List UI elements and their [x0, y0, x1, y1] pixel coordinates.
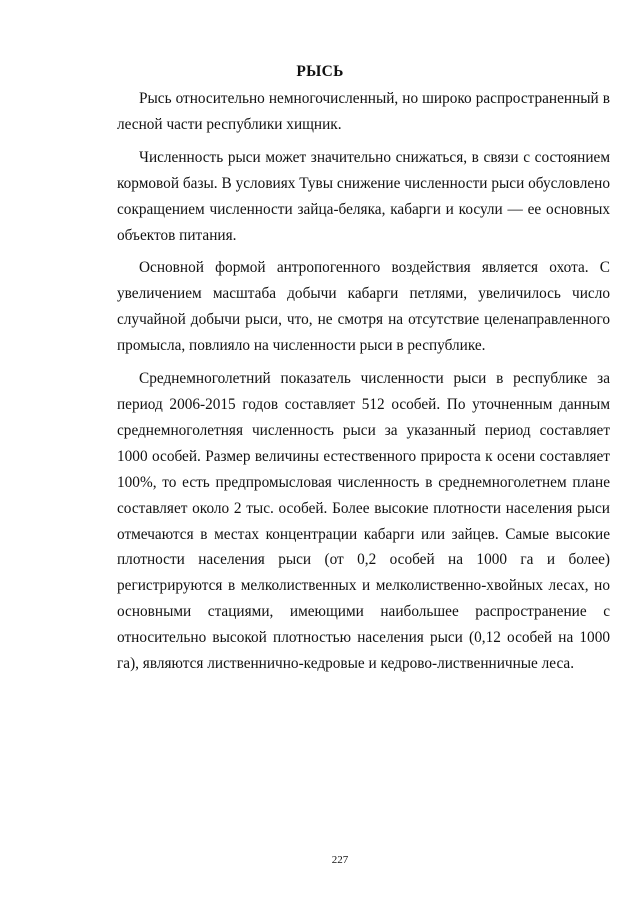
- paragraph-3: Основной формой антропогенного воздействия является охота. С увеличением масштаба добычи кабарги петлями, увеличилось число случайной добычи рыси, что, не смотря на отсутствие целенаправленного промысла, повлияло на численности рыси в республике.: [117, 259, 610, 355]
- page-title: РЫСЬ: [296, 63, 344, 80]
- paragraph-2: Численность рыси может значительно снижаться, в связи с состоянием кормовой базы. В условиях Тувы снижение численности рыси обусловлено сокращением численности зайца-беляка, кабарги и косули — ее основных объектов питания.: [117, 148, 610, 244]
- body-text: [117, 86, 610, 684]
- paragraph-1: Рысь относительно немногочисленный, но широко распространенный в лесной части республики хищник.: [117, 90, 610, 133]
- paragraph-4: Среднемноголетний показатель численности рыси в республике за период 2006-2015 годов составляет 512 особей. По уточненным данным среднемноголетняя численность рыси за указанный период составляет 1000 особей. Размер величины естественного прироста к осени составляет 100%, то есть предпромысловая численность в среднемноголетнем плане составляет около 2 тыс. особей. Более высокие плотности населения рыси отмечаются в местах концентрации кабарги или зайцев. Самые высокие плотности населения рыси (от 0,2 особей на 1000 га и более) регистрируются в мелколиственных и мелколиственно-хвойных лесах, но основными стациями, имеющими наибольшее распространение с относительно высокой плотностью населения рыси (0,12 особей на 1000 га), являются лиственнично-кедровые и кедрово-лиственничные леса.: [117, 370, 610, 673]
- page-number: 227: [331, 854, 349, 866]
